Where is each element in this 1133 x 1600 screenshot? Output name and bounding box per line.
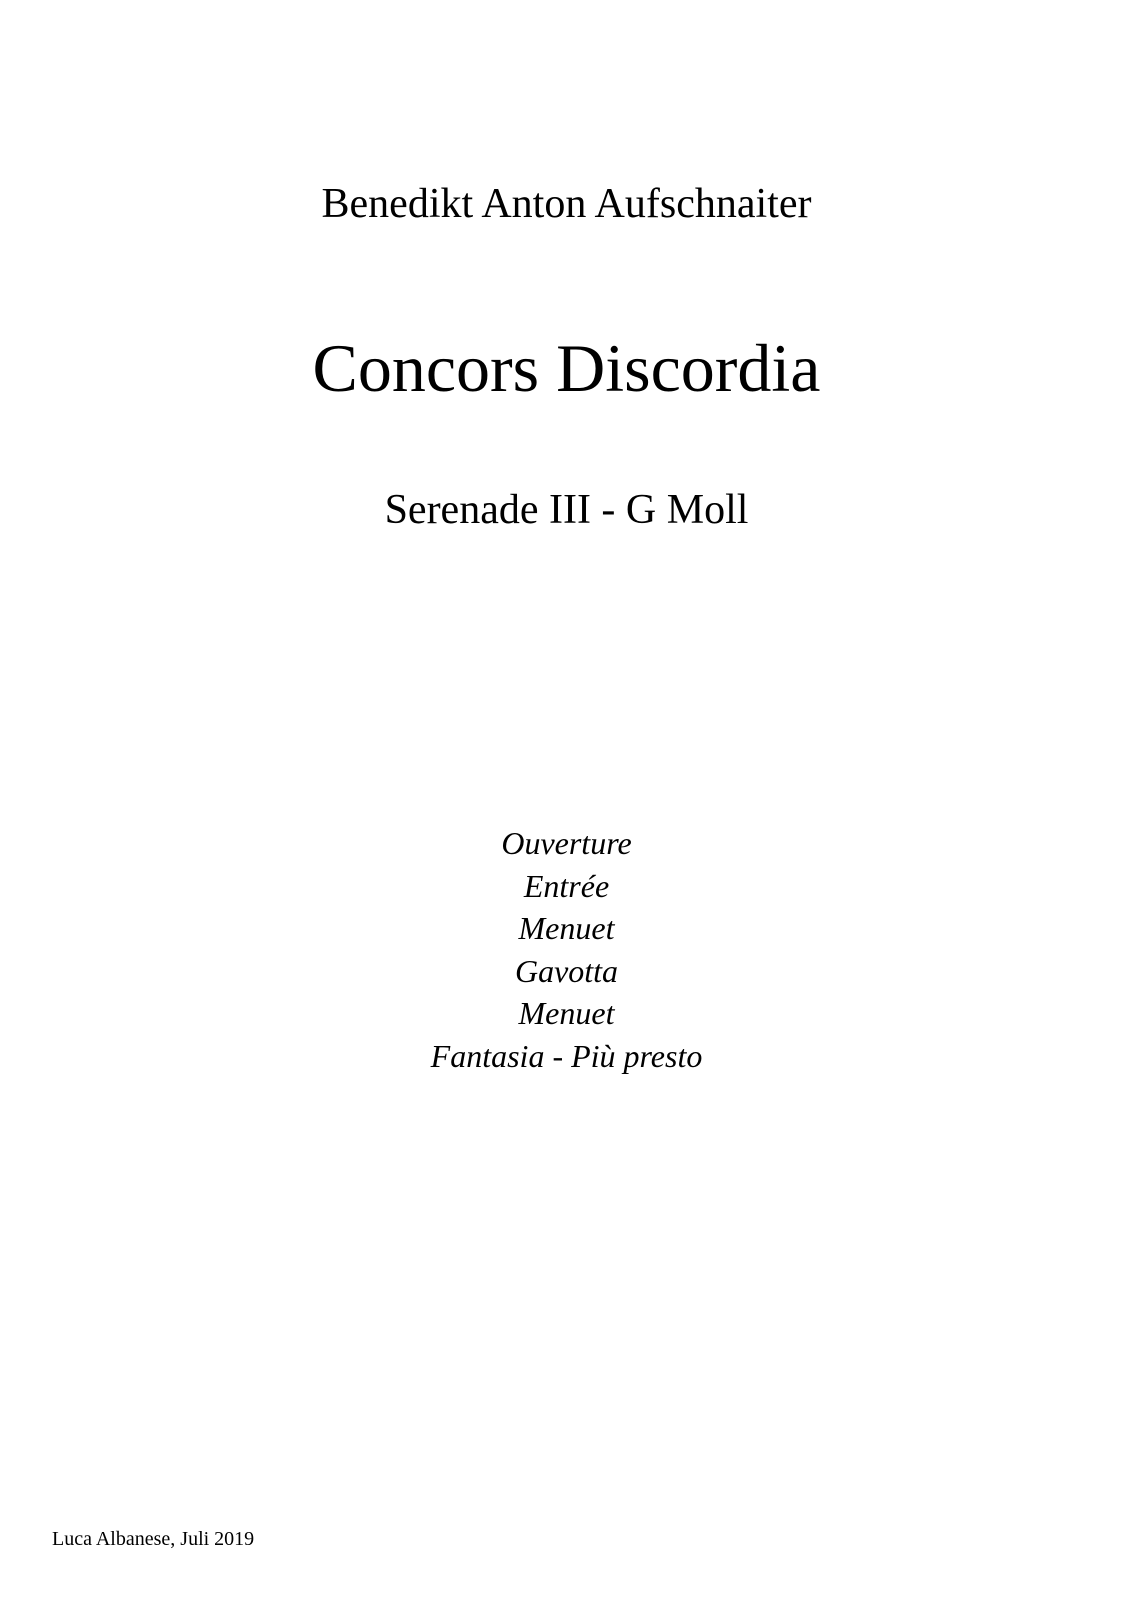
work-subtitle: Serenade III - G Moll (384, 487, 749, 533)
movement-list (0, 822, 1133, 1078)
movement-item: Menuet (518, 910, 615, 947)
movement-item: Entrée (523, 867, 610, 904)
composer-name: Benedikt Anton Aufschnaiter (321, 181, 812, 227)
movement-item: Gavotta (514, 952, 619, 989)
work-title: Concors Discordia (312, 330, 821, 406)
movement-item: Menuet (518, 995, 615, 1032)
editor-credit: Luca Albanese, Juli 2019 (52, 1528, 255, 1550)
movement-item: Fantasia - Più presto (430, 1037, 703, 1074)
movement-item: Ouverture (501, 825, 632, 861)
